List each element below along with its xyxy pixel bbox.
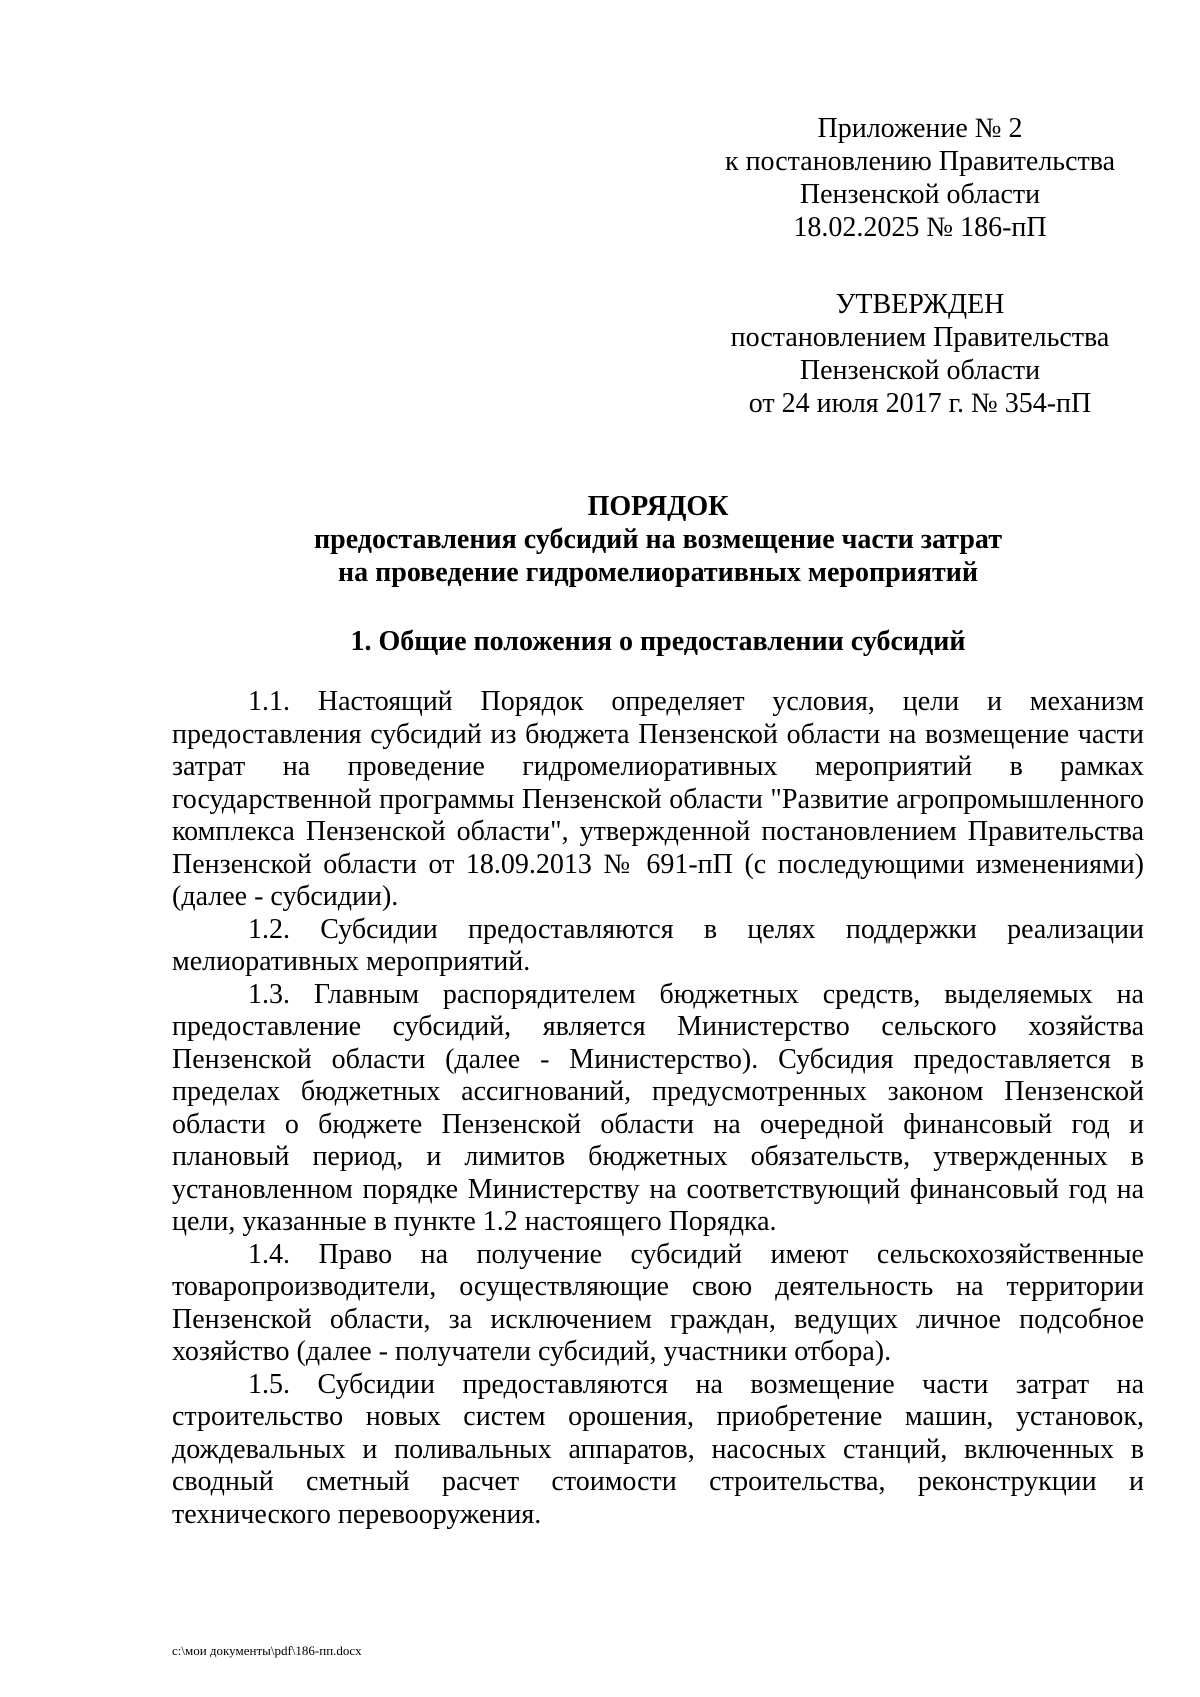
annex-block	[680, 112, 1160, 244]
annex-line: Приложение № 2	[817, 113, 1023, 144]
document-title	[172, 490, 1144, 589]
body-text	[172, 686, 1144, 1531]
annex-line: 18.02.2025 № 186-пП	[793, 212, 1047, 243]
annex-line: Пензенской области	[799, 179, 1041, 210]
section-heading: 1. Общие положения о предоставлении субсидий	[350, 626, 966, 657]
approval-line: от 24 июля 2017 г. № 354-пП	[748, 388, 1092, 419]
approval-block	[680, 288, 1160, 420]
title-line: на проведение гидромелиоративных мероприятий	[338, 557, 978, 588]
paragraph: 1.3. Главным распорядителем бюджетных средств, выделяемых на предоставление субсидий, является Министерство сельского хозяйства Пензенской области (далее - Министерство). Субсидия предоставляется в пределах бюджетных ассигнований, предусмотренных законом Пензенской области о бюджете Пензенской области на очередной финансовый год и плановый период, и лимитов бюджетных обязательств, утвержденных в установленном порядке Министерству на соответствующий финансовый год на цели, указанные в пункте 1.2 настоящего Порядка.	[172, 978, 1144, 1237]
paragraph: 1.1. Настоящий Порядок определяет условия, цели и механизм предоставления субсидий из бюджета Пензенской области на возмещение части затрат на проведение гидромелиоративных мероприятий в рамках государственной программы Пензенской области "Развитие агропромышленного комплекса Пензенской области", утвержденной постановлением Правительства Пензенской области от 18.09.2013 № 691-пП (с последующими изменениями) (далее - субсидии).	[172, 686, 1144, 912]
title-line: предоставления субсидий на возмещение части затрат	[314, 524, 1002, 555]
approval-line: Пензенской области	[799, 355, 1041, 386]
annex-line: к постановлению Правительства	[724, 146, 1116, 177]
approval-line: постановлением Правительства	[730, 322, 1110, 353]
approval-line: УТВЕРЖДЕН	[835, 289, 1005, 320]
title-line: ПОРЯДОК	[587, 491, 729, 522]
paragraph: 1.2. Субсидии предоставляются в целях поддержки реализации мелиоративных мероприятий.	[172, 913, 1144, 977]
paragraph: 1.5. Субсидии предоставляются на возмещение части затрат на строительство новых систем орошения, приобретение машин, установок, дождевальных и поливальных аппаратов, насосных станций, включенных в сводный сметный расчет стоимости строительства, реконструкции и технического перевооружения.	[172, 1368, 1144, 1530]
paragraph: 1.4. Право на получение субсидий имеют сельскохозяйственные товаропроизводители, осуществляющие свою деятельность на территории Пензенской области, за исключением граждан, ведущих личное подсобное хозяйство (далее - получатели субсидий, участники отбора).	[172, 1238, 1144, 1367]
footer-file-path: c:\мои документы\pdf\186-пп.docx	[172, 1643, 362, 1658]
